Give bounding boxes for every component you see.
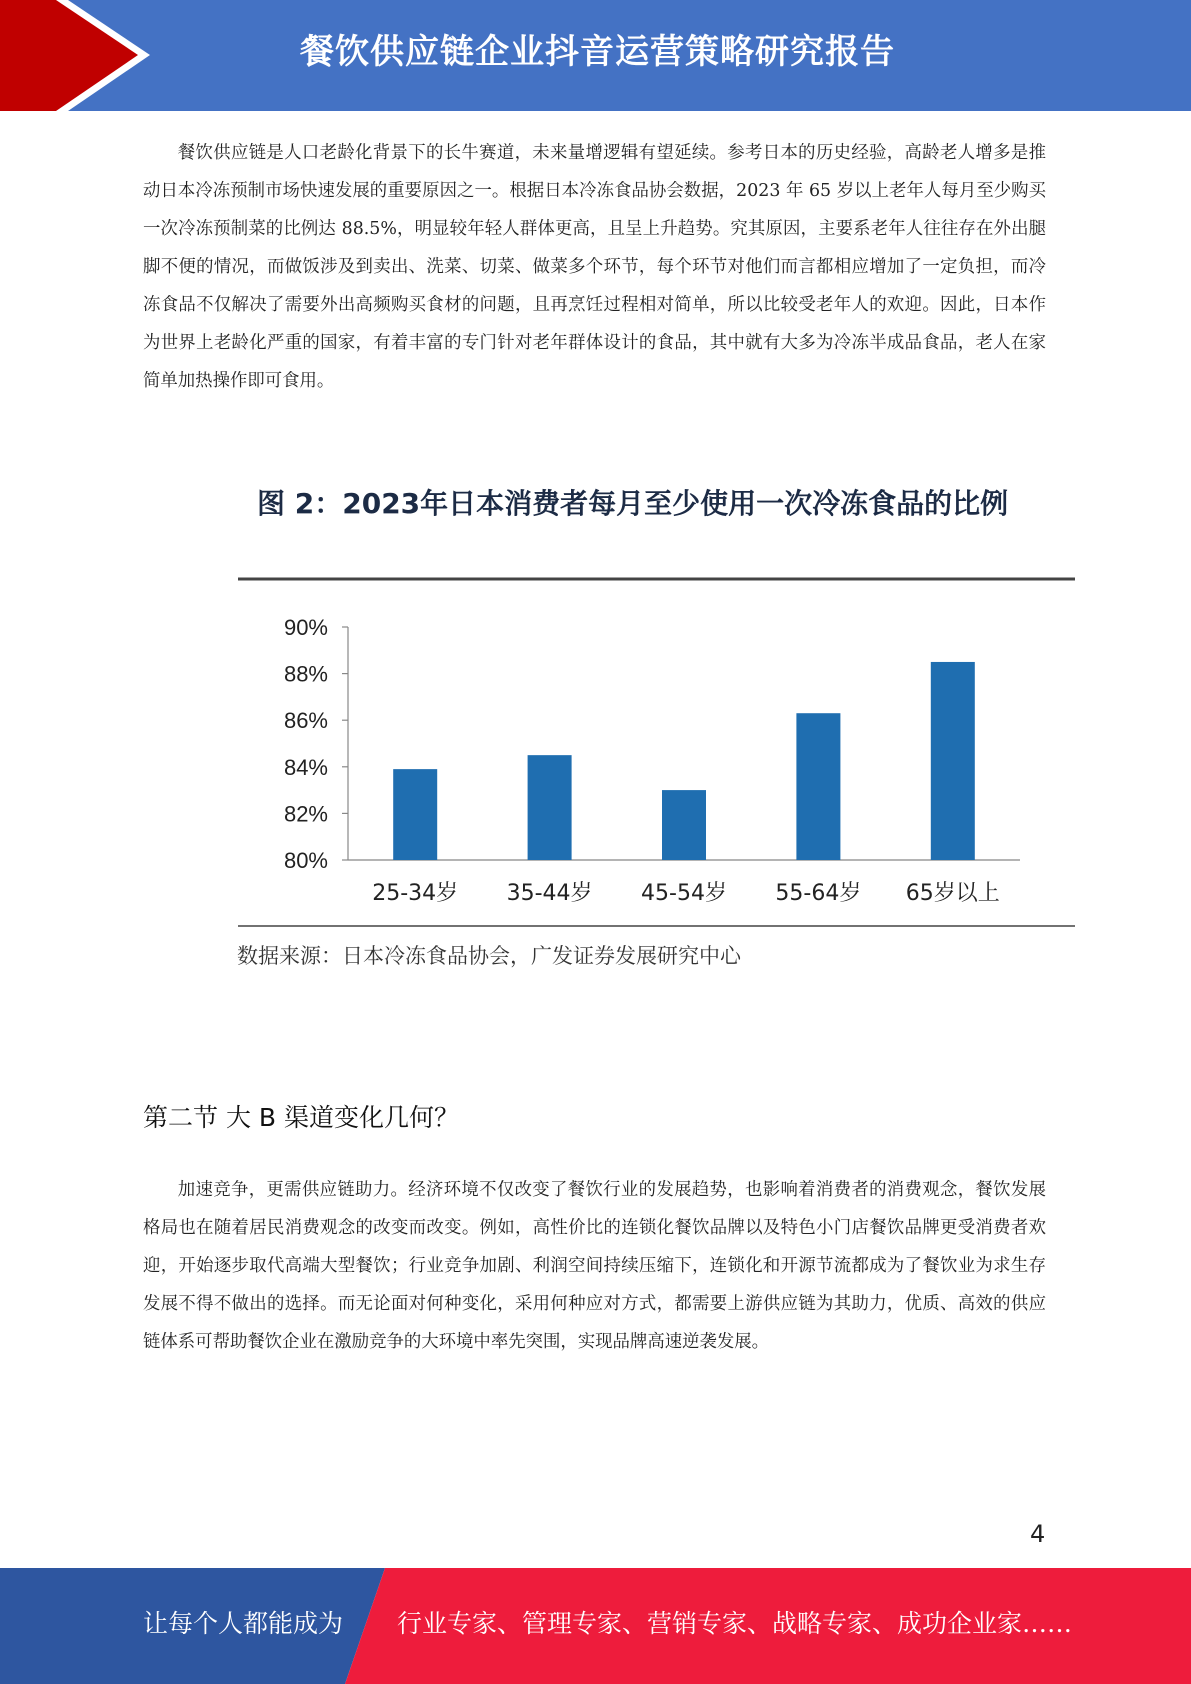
y-tick-label: 80%: [283, 848, 328, 873]
page-footer: [0, 1568, 1191, 1684]
chart-figure: [235, 470, 1075, 980]
y-tick-label: 88%: [283, 661, 328, 687]
report-title: 餐饮供应链企业抖音运营策略研究报告: [300, 32, 895, 72]
y-tick-label: 90%: [283, 615, 328, 640]
y-tick-label: 86%: [283, 708, 328, 734]
chart-bar: [931, 662, 975, 860]
chart-bar: [528, 755, 572, 860]
chart-bar: [393, 769, 437, 860]
x-tick-label: 55-64岁: [775, 881, 862, 906]
header-arrow-icon: [0, 0, 160, 111]
bar-chart: [235, 470, 1075, 940]
page-header: [0, 0, 1191, 111]
section-heading: 第二节 大 B 渠道变化几何？: [143, 1103, 459, 1132]
chart-bar: [796, 713, 840, 860]
chart-title: 图 2：2023年日本消费者每月至少使用一次冷冻食品的比例: [257, 487, 1009, 520]
y-tick-label: 84%: [283, 754, 328, 780]
chart-source: 数据来源：日本冷冻食品协会，广发证券发展研究中心: [237, 944, 741, 968]
body-paragraph-2: 加速竞争，更需供应链助力。经济环境不仅改变了餐饮行业的发展趋势，也影响着消费者的消费观念，餐饮发展格局也在随着居民消费观念的改变而改变。例如，高性价比的连锁化餐饮品牌以及特色小门店餐饮品牌更受消费者欢迎，开始逐步取代高端大型餐饮；行业竞争加剧、利润空间持续压缩下，连锁化和开源节流都成为了餐饮业为求生存发展不得不做出的选择。而无论面对何种变化，采用何种应对方式，都需要上游供应链为其助力，优质、高效的供应链体系可帮助餐饮企业在激励竞争的大环境中率先突围，实现品牌高速逆袭发展。: [143, 1180, 1046, 1352]
page-number: 4: [1030, 1520, 1046, 1548]
x-tick-label: 35-44岁: [506, 881, 593, 906]
y-tick-label: 82%: [283, 801, 328, 827]
footer-slogan-right: 行业专家、管理专家、营销专家、战略专家、成功企业家……: [397, 1609, 1073, 1638]
x-tick-label: 45-54岁: [641, 881, 727, 906]
x-tick-label: 25-34岁: [372, 881, 459, 906]
footer-slogan-left: 让每个人都能成为: [143, 1609, 344, 1638]
x-tick-label: 65岁以上: [905, 881, 1000, 906]
body-paragraph-1: 餐饮供应链是人口老龄化背景下的长牛赛道，未来量增逻辑有望延续。参考日本的历史经验，高龄老人增多是推动日本冷冻预制市场快速发展的重要原因之一。根据日本冷冻食品协会数据，2023 年 65 岁以上老年人每月至少购买一次冷冻预制菜的比例达 88.5%，明显较年轻人群体更高，且呈上升趋势。究其原因，主要系老年人往往存在外出腿脚不便的情况，而做饭涉及到卖出、洗菜、切菜、做菜多个环节，每个环节对他们而言都相应增加了一定负担，而冷冻食品不仅解决了需要外出高频购买食材的问题，且再烹饪过程相对简单，所以比较受老年人的欢迎。因此，日本作为世界上老龄化严重的国家，有着丰富的专门针对老年群体设计的食品，其中就有大多为冷冻半成品食品，老人在家简单加热操作即可食用。: [143, 143, 1046, 391]
chart-bar: [662, 790, 706, 860]
